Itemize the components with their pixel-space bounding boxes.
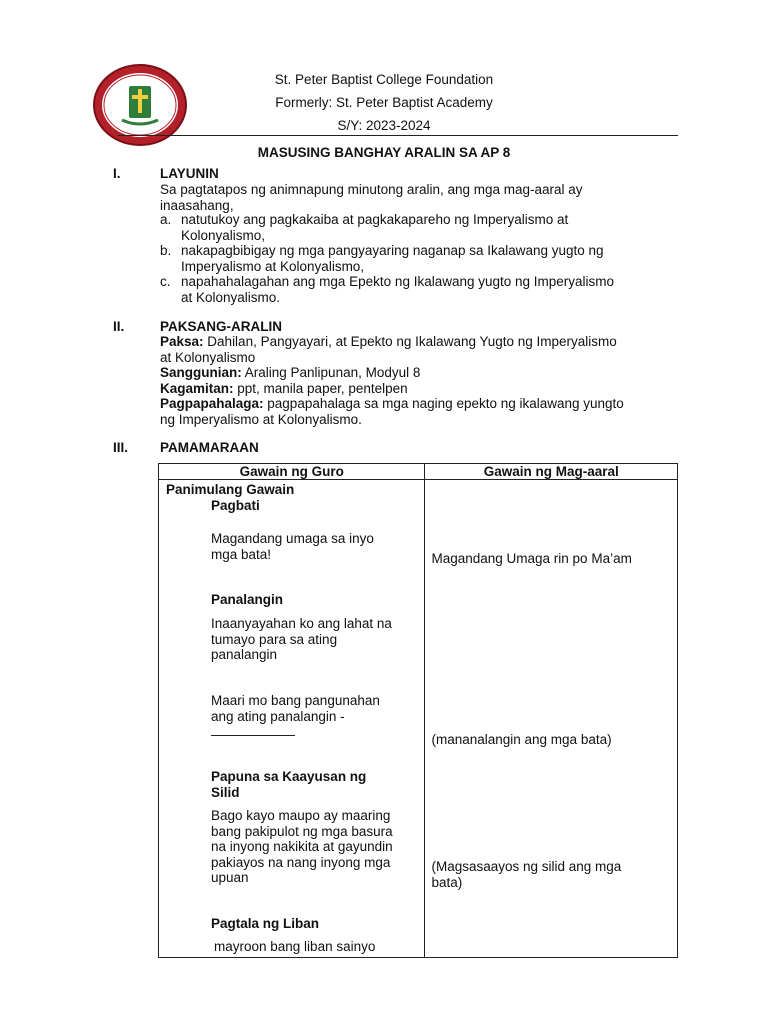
papuna-heading	[211, 769, 366, 800]
paksa-value: Dahilan, Pangyayari, at Epekto ng Ikalawang Yugto ng Imperyalismo	[203, 334, 617, 349]
silid-student-response	[431, 859, 621, 890]
item-line: Imperyalismo at Kolonyalismo,	[181, 258, 365, 274]
item-line: natutukoy ang pagkakaiba at pagkakapareho ng Imperyalismo at	[181, 212, 569, 227]
kagamitan-line	[160, 381, 680, 397]
item-letter: a.	[160, 212, 172, 227]
col-header-magaaral: Gawain ng Mag-aaral	[425, 464, 678, 480]
text-line: Maari mo bang pangunahan	[211, 693, 380, 708]
text-line: (Magsasaayos ng silid ang mga	[431, 859, 622, 874]
pagpapahalaga-line	[160, 396, 680, 412]
text-line: upuan	[211, 870, 249, 885]
pagtala-text: mayroon bang liban sainyo	[214, 939, 376, 954]
paksa-line	[160, 334, 680, 350]
item-line: at Kolonyalismo.	[181, 289, 281, 305]
school-name: St. Peter Baptist College Foundation	[274, 72, 494, 87]
kagamitan-value: ppt, manila paper, pentelpen	[233, 380, 408, 396]
panalangin-text	[211, 616, 392, 663]
text-line: mga bata!	[211, 546, 272, 562]
school-year: S/Y: 2023-2024	[337, 118, 431, 133]
text-line: Bago kayo maupo ay maaring	[211, 808, 391, 823]
item-letter: c.	[160, 274, 171, 289]
item-line: nakapagbibigay ng mga pangyayaring naganap sa Ikalawang yugto ng	[181, 243, 604, 258]
bago-text	[211, 808, 393, 886]
layunin-intro-line: Sa pagtatapos ng animnapung minutong aralin, ang mga mag-aaral ay	[160, 182, 583, 197]
pagpapahalaga-value-cont: ng Imperyalismo at Kolonyalismo.	[160, 411, 362, 427]
sanggunian-label: Sanggunian:	[160, 365, 242, 380]
layunin-intro	[160, 182, 680, 213]
section-number-1: I.	[113, 166, 121, 181]
pagbati-heading: Pagbati	[211, 498, 260, 513]
header-divider	[118, 135, 678, 136]
col-header-guro: Gawain ng Guro	[159, 464, 425, 480]
panalangin-student-response: (mananalangin ang mga bata)	[431, 732, 612, 747]
text-line: ang ating panalangin -	[211, 708, 345, 724]
blank-line	[211, 735, 295, 736]
section-number-3: III.	[113, 440, 129, 455]
maari-text	[211, 693, 380, 724]
paksa-label: Paksa:	[160, 334, 204, 349]
pagpapahalaga-value: pagpapahalaga sa mga naging epekto ng ikalawang yungto	[263, 396, 624, 411]
text-line: Inaanyayahan ko ang lahat na	[211, 616, 392, 631]
school-formerly: Formerly: St. Peter Baptist Academy	[275, 95, 493, 110]
pagbati-text	[211, 531, 374, 562]
kagamitan-label: Kagamitan:	[160, 380, 234, 396]
item-letter: b.	[160, 243, 172, 258]
text-line: pakiayos na nang inyong mga	[211, 854, 391, 870]
table-header-row	[159, 464, 678, 480]
text-line: Papuna sa Kaayusan ng	[211, 769, 367, 784]
section-heading-layunin: LAYUNIN	[160, 166, 219, 181]
pagpapahalaga-label: Pagpapahalaga:	[160, 396, 264, 411]
panimulang-gawain: Panimulang Gawain	[166, 482, 295, 497]
magaaral-cell	[425, 480, 678, 958]
paksang-aralin-details	[160, 334, 680, 427]
pagtala-heading: Pagtala ng Liban	[211, 916, 320, 931]
item-line: Kolonyalismo,	[181, 227, 266, 243]
document-title: MASUSING BANGHAY ARALIN SA AP 8	[257, 145, 511, 160]
text-line: bata)	[431, 874, 463, 890]
sanggunian-value: Araling Panlipunan, Modyul 8	[241, 365, 421, 380]
panalangin-heading: Panalangin	[211, 592, 284, 607]
text-line: Magandang umaga sa inyo	[211, 531, 374, 546]
text-line: na inyong nakikita at gayundin	[211, 839, 393, 854]
text-line: bang pakipulot ng mga basura	[211, 823, 393, 839]
section-heading-paksang-aralin: PAKSANG-ARALIN	[160, 319, 282, 334]
guro-cell	[159, 480, 425, 958]
pamamaraan-table	[158, 463, 678, 958]
pagbati-student-response: Magandang Umaga rin po Ma’am	[431, 551, 632, 566]
table-row	[159, 480, 678, 958]
item-line: napahahalagahan ang mga Epekto ng Ikalawang yugto ng Imperyalismo	[181, 274, 615, 289]
text-line: tumayo para sa ating	[211, 631, 338, 647]
section-number-2: II.	[113, 319, 125, 334]
paksa-value-cont: at Kolonyalismo	[160, 349, 256, 365]
layunin-intro-line: inaasahang,	[160, 197, 234, 213]
section-heading-pamamaraan: PAMAMARAAN	[160, 440, 259, 455]
text-line: panalangin	[211, 647, 278, 662]
text-line: Silid	[211, 784, 240, 800]
sanggunian-line	[160, 365, 680, 381]
